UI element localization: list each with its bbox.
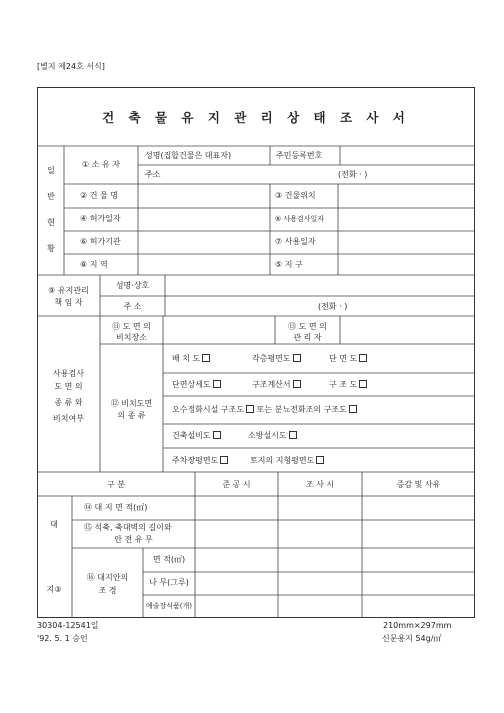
drawing-section-checkbox-label: 단 면 도 [329,354,367,364]
use-date-label: ⑦ 사용일자 [275,237,316,246]
landscape-area-label: 면 적(㎡) [152,555,186,564]
landscape-art-label: 예술장식품(개) [145,602,193,610]
drawings-section-label-3: 종 류 와 [54,398,83,407]
checkbox[interactable] [289,431,297,439]
owner-name-label: 성명(집합건물은 대표자) [145,151,232,160]
region-label: ⑧ 지 역 [80,260,108,269]
survey-header-completion: 준 공 시 [222,480,251,489]
landscape-label-1: ⑯ 대지안의 [86,573,129,582]
retaining-wall-label-2: 안 전 유 무 [114,535,153,544]
drawings-section-label-2: 도 면 의 [54,382,83,391]
land-section-label-bottom: 지③ [46,585,62,594]
approval-date-label: ⑤ 사용검사일자 [275,215,325,223]
survey-header-survey: 조 사 시 [305,480,335,489]
drawing-equipment-checkbox-label: 건축설비도 [172,431,221,441]
owner-phone-label: (전화 · ) [338,170,368,179]
drawing-types-label-2: 의 종 류 [117,411,146,420]
general-section-label-3: 현 [47,218,55,227]
building-name-label: ② 건 물 명 [80,191,118,200]
district-label: ⑤ 지 구 [275,260,303,269]
footer-doc-no: 30304-12541일 [37,621,99,630]
survey-header-change: 증감 및 사유 [396,480,441,489]
drawing-terrain-checkbox-label: 토지의 지형평면도 [250,456,324,466]
checkbox[interactable] [316,456,324,464]
drawing-fire-checkbox-label: 소방설시도 [248,431,297,441]
landscape-label-2: 조 경 [98,586,117,595]
resident-no-label: 주민등록번호 [276,151,323,160]
maintenance-label-2: 책 임 자 [54,298,83,307]
maintenance-label-1: ⑨ 유지관리 [48,286,89,295]
general-section-label-4: 황 [47,244,55,253]
maintenance-phone-label: (전화 · ) [318,302,348,311]
maintenance-name-label: 성명·상호 [115,281,150,290]
checkbox[interactable] [220,456,228,464]
retaining-wall-label-1: ⑮ 석축, 축대벽의 길이와 [84,523,172,532]
checkbox[interactable] [213,380,221,388]
permit-date-label: ④ 허가일자 [80,214,121,223]
drawing-manager-label-2: 관 리 자 [293,333,322,342]
checkbox[interactable] [359,380,367,388]
land-section-label-top: 대 [50,520,58,529]
drawing-section-detail-checkbox-label: 단면상세도 [172,380,221,390]
drawing-types-label-1: ⑫ 비치도면 [110,399,153,408]
checkbox[interactable] [293,354,301,362]
drawing-floor-plan-checkbox-label: 각층평면도 [252,354,301,364]
checkbox[interactable] [213,431,221,439]
general-section-label-1: 일 [47,166,55,175]
owner-label: ① 소 유 자 [82,160,120,169]
drawings-section-label-1: 사용검사 [53,369,84,378]
owner-address-label: 주소 [145,170,161,179]
footer-paper: 신문용지 54g/㎡ [382,634,442,643]
landscape-trees-label: 나 무(그루) [149,578,189,587]
drawing-structure-checkbox-label: 구 조 도 [329,380,367,390]
drawing-manager-label-1: ⑬ 도 면 의 [288,322,327,331]
drawing-structure-calc-checkbox-label: 구조계산서 [252,380,301,390]
form-code: [별지 제24호 서식] [37,62,105,71]
drawing-storage-label-2: 비치장소 [116,333,147,342]
footer-approved: '92. 5. 1 승인 [37,634,88,643]
permit-agency-label: ⑥ 허가기관 [80,237,121,246]
checkbox[interactable] [349,405,357,413]
drawing-parking-checkbox-label: 주차장평면도 [172,456,228,466]
form-title: 건 축 물 유 지 관 리 상 태 조 사 서 [102,110,410,125]
drawings-section-label-4: 비치여부 [53,414,84,423]
footer-size: 210mm×297mm [383,621,452,630]
drawing-storage-label-1: ⑪ 도 면 의 [112,322,151,331]
maintenance-address-label: 주 소 [123,302,142,311]
drawing-sewage-checkbox-label: 오수정화시설 구조도 또는 분뇨전화조의 구조도 [172,405,357,415]
checkbox[interactable] [293,380,301,388]
building-location-label: ③ 건물위치 [275,191,316,200]
checkbox[interactable] [246,405,254,413]
drawing-layout-checkbox-label: 배 치 도 [172,354,210,364]
survey-header-category: 구 분 [107,480,125,489]
land-area-label: ⑭ 대 지 면 적(㎡) [84,503,148,512]
checkbox[interactable] [359,354,367,362]
checkbox[interactable] [202,354,210,362]
general-section-label-2: 반 [47,192,55,201]
